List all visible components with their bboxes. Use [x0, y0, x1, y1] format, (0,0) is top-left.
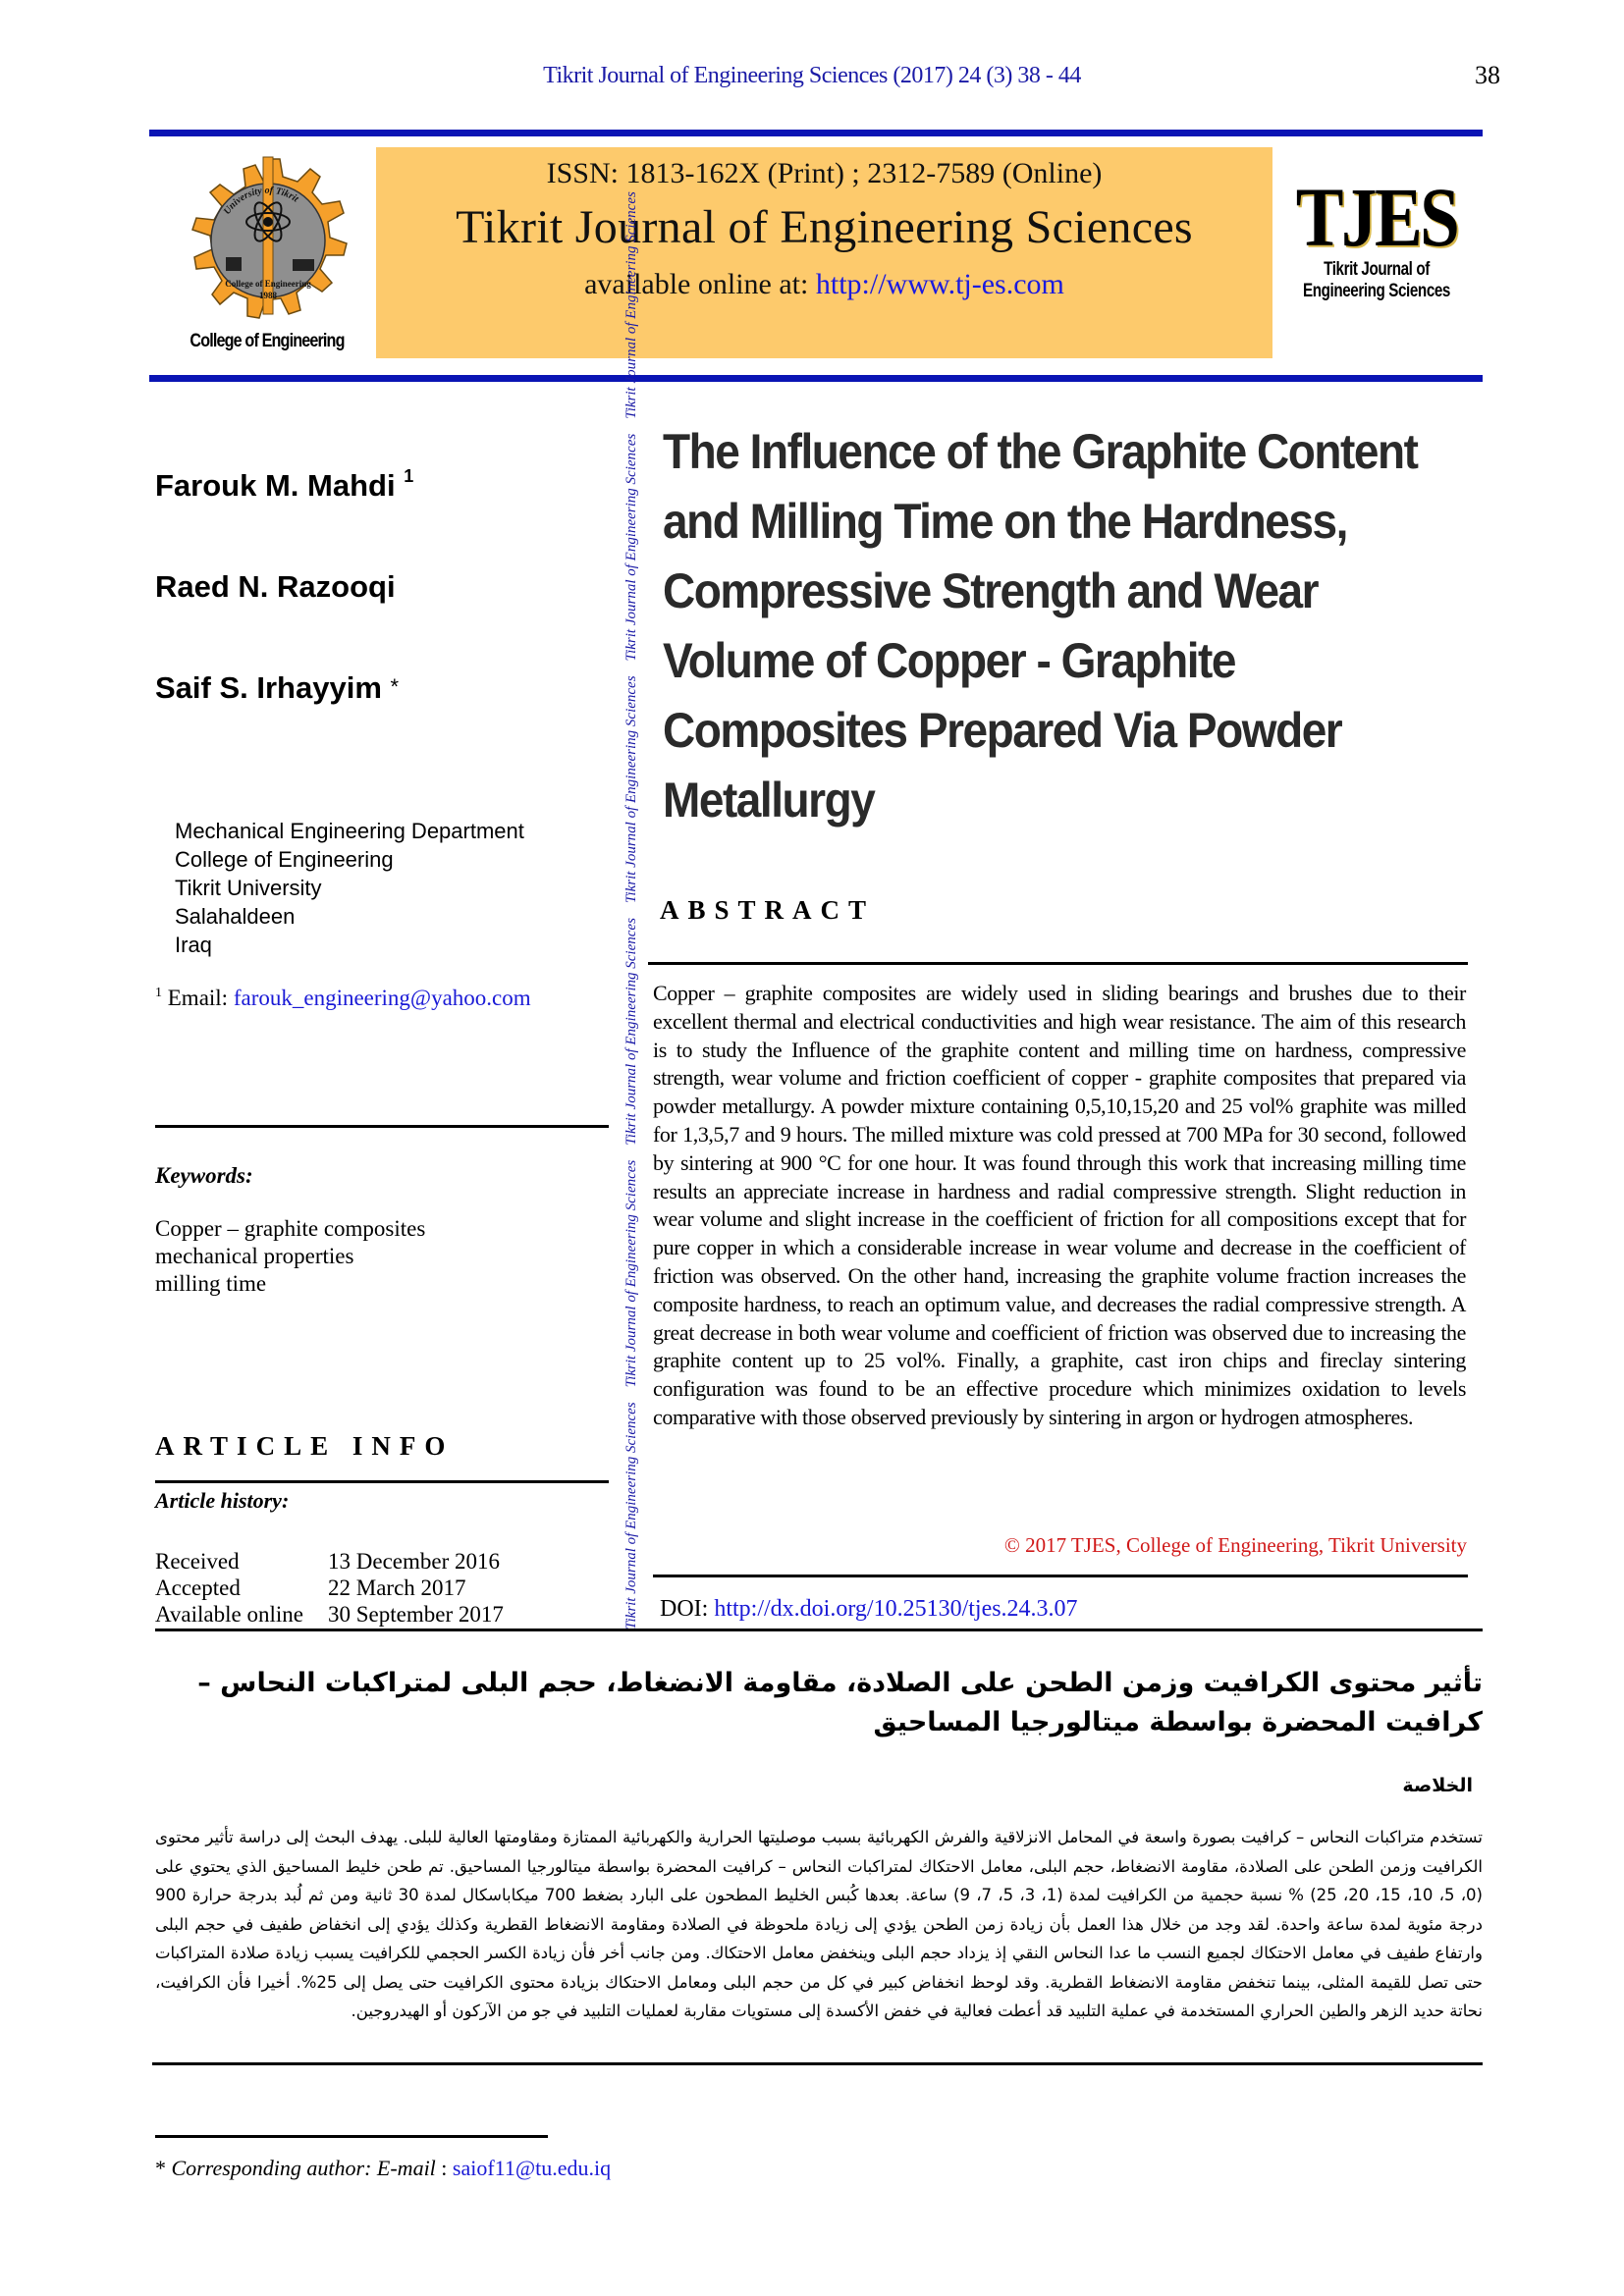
seal-inner-text: College of Engineering	[225, 279, 311, 289]
author-mark: 1	[404, 466, 414, 486]
tjes-logo-mark: TJES	[1295, 170, 1458, 264]
history-date: 22 March 2017	[328, 1575, 466, 1600]
keyword: milling time	[155, 1271, 267, 1296]
doi-link[interactable]: http://dx.doi.org/10.25130/tjes.24.3.07	[714, 1596, 1078, 1622]
page-number: 38	[1475, 61, 1500, 89]
copyright-notice: © 2017 TJES, College of Engineering, Tikrit University	[1003, 1533, 1467, 1557]
availability-line	[376, 268, 1272, 301]
tjes-logo	[1278, 170, 1475, 302]
top-blue-rule	[149, 130, 1483, 136]
corresponding-email-link[interactable]: saiof11@tu.edu.iq	[452, 2156, 612, 2180]
corresponding-author-note	[155, 2156, 611, 2181]
abstract-text: Copper – graphite composites are widely used in sliding bearings and brushes due to their excellent thermal and electrical conductivities and high wear resistance. The aim of this research is to study the Influence of the graphite content and milling time on hardness, compressive strength, wear volume and friction coefficient of copper - graphite composites that prepared via powder metallurgy. A powder mixture containing 0,5,10,15,20 and 25 vol% graphite was milled for 1,3,5,7 and 9 hours. The milled mixture was cold pressed at 700 MPa for 30 second, followed by sintering at 900 °C for one hour. It was found through this work that increasing milling time results an appreciate increase in hardness and radial compressive strength. Slight reduction in wear volume and slight increase in the coefficient of friction for all compositions except that for pure copper in which a considerable increase in wear volume and decrease in the coefficient of friction was observed. On the other hand, increasing the graphite volume fraction increases the composite hardness, to reach an optimum value, and decreases the radial compressive strength. A great decrease in both wear volume and coefficient of friction was observed due to increasing the graphite content up to 25 vol%. Finally, a graphite, cast iron chips and fireclay sintering configuration was found to be an effective procedure which minimizes oxidation to levels comparative with those observed previously by sintering in argon or hydrogen atmospheres.	[653, 981, 1466, 1429]
watermark-text	[617, 191, 646, 1629]
arabic-title: تأثير محتوى الكرافيت وزمن الطحن على الصلادة، مقاومة الانضغاط، حجم البلى لمتراكبات النحاس – كرافيت المحضرة بواسطة ميتالورجيا المساحيق	[197, 1668, 1483, 1737]
journal-title: Tikrit Journal of Engineering Sciences	[456, 201, 1193, 253]
keywords-list	[155, 1215, 425, 1298]
journal-banner	[376, 147, 1272, 358]
watermark-segment: Tikrit Journal of Engineering Sciences	[623, 1402, 639, 1629]
author	[155, 670, 399, 706]
footnote-separator: :	[435, 2156, 453, 2180]
history-row	[155, 1548, 504, 1575]
affiliation-line: College of Engineering	[175, 847, 394, 872]
divider	[155, 1125, 609, 1128]
author-email-note	[155, 986, 531, 1011]
arabic-abstract-heading: الخلاصة	[1402, 1775, 1473, 1796]
history-label: Available online	[155, 1602, 303, 1627]
article-history-heading: Article history:	[155, 1488, 290, 1513]
history-row	[155, 1601, 504, 1628]
footnote-rule	[155, 2135, 548, 2138]
history-label: Received	[155, 1549, 240, 1574]
college-seal-logo	[175, 147, 361, 358]
seal-caption: College of Engineering	[189, 331, 345, 351]
running-head: Tikrit Journal of Engineering Sciences (2017) 24 (3) 38 - 44	[543, 63, 1081, 88]
author-email-link[interactable]: farouk_engineering@yahoo.com	[233, 986, 531, 1010]
author-name: Farouk M. Mahdi	[155, 468, 396, 503]
abstract-heading: ABSTRACT	[660, 895, 876, 925]
section-divider	[155, 1629, 1483, 1631]
section-divider	[152, 2062, 1483, 2065]
paper-title: The Influence of the Graphite Content and Milling Time on the Hardness, Compressive Strength and Wear Volume of Copper - Graphite Composites Prepared Via Powder Metallurgy	[663, 424, 1418, 828]
author	[155, 466, 413, 504]
affiliation-line: Salahaldeen	[175, 904, 296, 929]
author-name: Raed N. Razooqi	[155, 569, 396, 604]
divider	[648, 962, 1468, 965]
history-row	[155, 1575, 504, 1601]
doi	[660, 1596, 1078, 1623]
doi-label: DOI:	[660, 1596, 715, 1622]
email-mark: 1	[155, 986, 162, 1000]
article-info-heading: ARTICLE INFO	[155, 1431, 455, 1461]
history-date: 13 December 2016	[328, 1549, 500, 1574]
available-label: available online at:	[584, 268, 816, 300]
journal-url-link[interactable]: http://www.tj-es.com	[815, 268, 1064, 300]
keyword: mechanical properties	[155, 1244, 354, 1268]
watermark-segment: Tikrit Journal of Engineering Sciences	[623, 918, 639, 1146]
affiliation	[175, 817, 524, 959]
watermark-segment: Tikrit Journal of Engineering Sciences	[623, 433, 639, 662]
author-mark: *	[390, 674, 400, 699]
footnote-label: Corresponding author: E-mail	[171, 2156, 436, 2180]
seal-year: 1988	[259, 291, 277, 300]
seal-arc-text: University of Tikrit	[221, 185, 301, 217]
issn: ISSN: 1813-162X (Print) ; 2312-7589 (Online)	[546, 157, 1103, 189]
affiliation-line: Mechanical Engineering Department	[175, 819, 524, 843]
article-history-table	[155, 1548, 504, 1628]
keyword: Copper – graphite composites	[155, 1216, 426, 1241]
keywords-heading: Keywords:	[155, 1163, 253, 1188]
divider	[653, 1575, 1468, 1577]
gear-seal-icon	[175, 147, 361, 334]
affiliation-line: Iraq	[175, 933, 212, 957]
tjes-logo-line2: Engineering Sciences	[1303, 281, 1450, 301]
email-label: Email:	[167, 986, 234, 1010]
vertical-watermark	[617, 191, 646, 1629]
watermark-segment: Tikrit Journal of Engineering Sciences	[623, 1159, 639, 1388]
divider	[155, 1480, 609, 1483]
watermark-segment: Tikrit Journal of Engineering Sciences	[623, 675, 639, 904]
author	[155, 569, 396, 605]
tjes-logo-line1: Tikrit Journal of	[1324, 259, 1430, 280]
watermark-segment: Tikrit Journal of Engineering Sciences	[623, 191, 639, 419]
bottom-blue-rule	[149, 375, 1483, 382]
history-label: Accepted	[155, 1575, 241, 1600]
affiliation-line: Tikrit University	[175, 876, 322, 900]
arabic-abstract-text: تستخدم متراكبات النحاس – كرافيت بصورة واسعة في المحامل الانزلاقية والفرش الكهربائية بسبب موصليتها الحرارية والكهربائية الممتازة ومقاومتها العالية للبلى. يهدف البحث إلى دراسة تأثير محتوى الكرافيت وزمن الطحن على الصلادة، مقاومة الانضغاط، حجم البلى، معامل الاحتكاك لمتراكبات النحاس – كرافيت المحضرة بواسطة ميتالورجيا المساحيق. تم طحن خليط المساحيق الذي يحتوي على (0، 5، 10، 15، 20، 25) % نسبة حجمية من الكرافيت لمدة (1، 3، 5، 7، 9) ساعة. بعدها كُبس الخليط المطحون على البارد بضغط 700 ميكاباسكال لمدة 30 ثانية ومن ثم لُبد بدرجة حرارة 900 درجة مئوية لمدة ساعة واحدة. لقد وجد من خلال هذا العمل بأن زيادة زمن الطحن يؤدي إلى زيادة ملحوظة في الصلادة ومقاومة الانضغاط القطرية وكذلك يؤدي إلى انخفاض طفيف في حجم البلى وارتفاع طفيف في معامل الاحتكاك لجميع النسب ما عدا النحاس النقي إذ يزداد حجم البلى وينخفض معامل الاحتكاك. ومن جانب أخر فأن زيادة الكسر الحجمي للكرافيت يسبب زيادة صلادة المتراكبات حتى تصل للقيمة المثلى، بينما تنخفض مقاومة الانضغاط القطرية. وقد لوحظ انخفاض كبير في كل من حجم البلى ومعامل الاحتكاك بزيادة محتوى الكرافيت حتى يصل إلى 25%. أخيرا فأن الكرافيت، نحاتة حديد الزهر والطين الحراري المستخدمة في عملية التلبيد قد أعطت فعالية في خفض الأكسدة إلى مستويات مقاربة لعمليات التلبيد في جو من الآركون أو الهيدروجين.	[155, 1828, 1484, 2020]
history-date: 30 September 2017	[328, 1602, 504, 1627]
author-name: Saif S. Irhayyim	[155, 670, 382, 705]
footnote-mark: *	[155, 2156, 166, 2180]
